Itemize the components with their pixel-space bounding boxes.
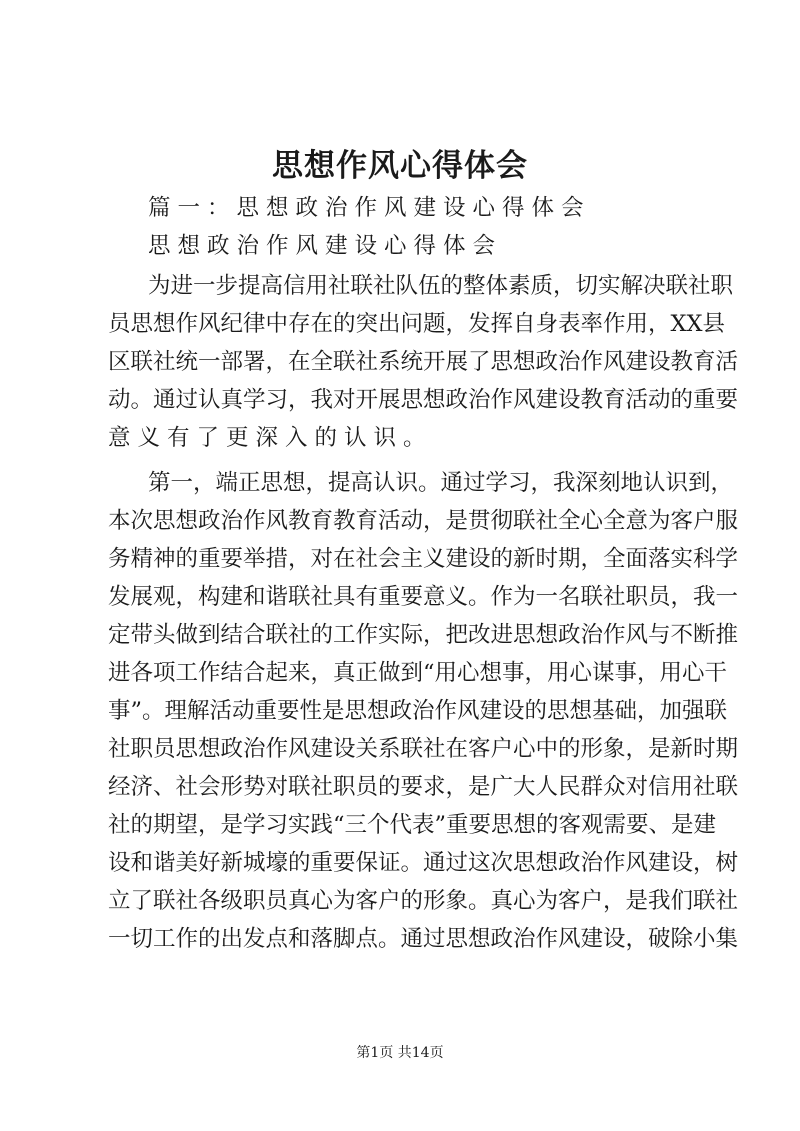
text-line: 一切工作的出发点和落脚点。通过思想政治作风建设，破除小集 [108,926,739,952]
text-line: 社的期望，是学习实践“三个代表”重要思想的客观需要、是建 [108,812,717,838]
text-line: 立了联社各级职员真心为客户的形象。真心为客户，是我们联社 [108,888,739,914]
text-line: 区联社统一部署，在全联社系统开展了思想政治作风建设教育活 [108,349,739,375]
article-heading: 思想政治作风建设心得体会 [148,233,503,259]
document-title: 思想作风心得体会 [272,148,528,184]
text-line: 意义有了更深入的认识。 [108,425,433,451]
text-line: 进各项工作结合起来，真正做到“用心想事，用心谋事，用心干 [108,660,728,686]
page-number-footer: 第1页 共14页 [356,1045,444,1061]
text-line: 第一，端正思想，提高认识。通过学习，我深刻地认识到， [148,470,734,496]
text-line: 动。通过认真学习，我对开展思想政治作风建设教育活动的重要 [108,387,739,413]
text-line: 社职员思想政治作风建设关系联社在客户心中的形象，是新时期 [108,736,739,762]
text-line: 本次思想政治作风教育教育活动，是贯彻联社全心全意为客户服 [108,508,739,534]
text-line: 经济、社会形势对联社职员的要求，是广大人民群众对信用社联 [108,774,739,800]
text-line: 定带头做到结合联社的工作实际，把改进思想政治作风与不断推 [108,622,739,648]
text-line: 设和谐美好新城壕的重要保证。通过这次思想政治作风建设，树 [108,850,739,876]
text-line: 员思想作风纪律中存在的突出问题，发挥自身表率作用，XX县 [108,311,726,337]
section-heading: 篇一：思想政治作风建设心得体会 [148,195,591,221]
text-line: 为进一步提高信用社联社队伍的整体素质，切实解决联社职 [148,273,734,299]
text-line: 事”。理解活动重要性是思想政治作风建设的思想基础，加强联 [108,698,728,724]
text-line: 发展观，构建和谐联社具有重要意义。作为一名联社职员，我一 [108,584,739,610]
text-line: 务精神的重要举措，对在社会主义建设的新时期，全面落实科学 [108,546,739,572]
